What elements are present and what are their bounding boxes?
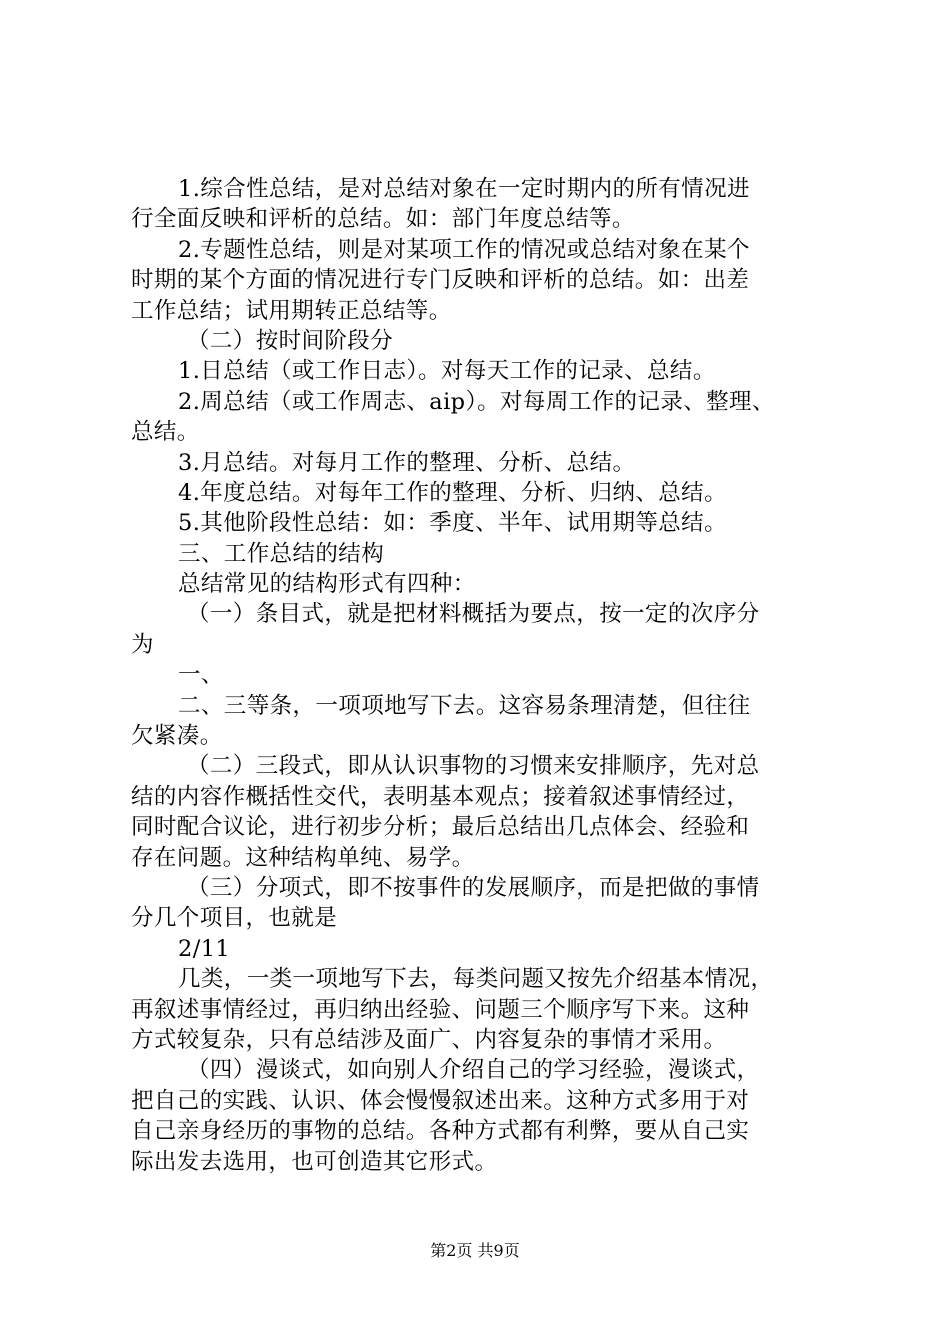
text-line: 一、	[178, 662, 224, 689]
text-line: （二）三段式，即从认识事物的习惯来安排顺序，先对总	[187, 753, 760, 780]
text-line: 三、工作总结的结构	[178, 540, 385, 567]
text-line: 3.月总结。对每月工作的整理、分析、总结。	[178, 449, 636, 476]
text-line: （一）条目式，就是把材料概括为要点，按一定的次序分	[187, 601, 760, 628]
text-line: （四）漫谈式，如向别人介绍自己的学习经验，漫谈式，	[187, 1057, 760, 1084]
document-body	[131, 174, 831, 1177]
text-line: 行全面反映和评析的总结。如：部门年度总结等。	[131, 206, 635, 233]
text-line: 1.综合性总结，是对总结对象在一定时期内的所有情况进	[178, 176, 750, 202]
text-line: 结的内容作概括性交代，表明基本观点；接着叙述事情经过，	[131, 783, 750, 810]
text-line: （二）按时间阶段分	[187, 327, 394, 354]
text-line: 同时配合议论，进行初步分析；最后总结出几点体会、经验和	[131, 814, 750, 841]
text-line: 分几个项目，也就是	[131, 905, 338, 932]
text-line: 1.日总结（或工作日志）。对每天工作的记录、总结。	[178, 358, 716, 385]
text-line: 总结。	[131, 419, 200, 446]
text-line: 把自己的实践、认识、体会慢慢叙述出来。这种方式多用于对	[131, 1087, 750, 1114]
text-line: 欠紧凑。	[131, 723, 223, 750]
text-line: 存在问题。这种结构单纯、易学。	[131, 844, 475, 871]
text-line: 时期的某个方面的情况进行专门反映和评析的总结。如：出差	[131, 267, 750, 294]
text-line: 总结常见的结构形式有四种：	[178, 571, 476, 598]
text-line: 5.其他阶段性总结：如：季度、半年、试用期等总结。	[178, 510, 727, 537]
text-line: 4.年度总结。对每年工作的整理、分析、归纳、总结。	[178, 479, 727, 506]
page-footer: 第2页 共9页	[430, 1241, 520, 1260]
text-line: 为	[131, 631, 154, 658]
text-line: 自己亲身经历的事物的总结。各种方式都有利弊，要从自己实	[131, 1118, 750, 1145]
text-line: 2/11	[178, 935, 231, 962]
text-line: 方式较复杂，只有总结涉及面广、内容复杂的事情才采用。	[131, 1026, 727, 1053]
text-line: 二、三等条，一项项地写下去。这容易条理清楚，但往往	[178, 692, 751, 719]
text-line: 际出发去选用，也可创造其它形式。	[131, 1148, 498, 1175]
text-line: 2.周总结（或工作周志、aip）。对每周工作的记录、整理、	[178, 388, 775, 415]
text-line: 工作总结；试用期转正总结等。	[131, 297, 452, 324]
text-line: 几类，一类一项地写下去，每类问题又按先介绍基本情况，	[178, 966, 774, 993]
text-line: 2.专题性总结，则是对某项工作的情况或总结对象在某个	[178, 236, 750, 263]
text-line: （三）分项式，即不按事件的发展顺序，而是把做的事情	[187, 874, 760, 901]
text-line: 再叙述事情经过，再归纳出经验、问题三个顺序写下来。这种	[131, 996, 750, 1023]
